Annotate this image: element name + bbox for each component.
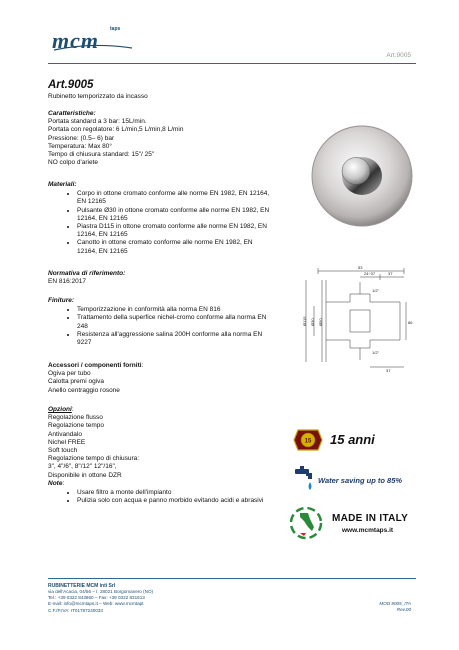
note-heading: Note [48,479,63,487]
product-photo [310,122,418,230]
footer-info-line: via dell'Acacia, 04/56 – I. 28021 Borgomanero (NO) [48,589,154,594]
normativa-line: EN 816:2017 [48,278,86,286]
accessori-heading: Accessori / componenti forniti [48,362,142,369]
footer-info-line: C.F./P.IVA: IT01787240033 [48,607,103,613]
opzioni-heading: Opzioni [48,406,72,413]
water-tap-icon [292,465,318,495]
accessori-line: Ogiva per tubo [48,370,91,378]
materiali-list [48,190,273,256]
normativa-section [48,270,273,286]
materiali-item: • Corpo in ottone cromato conforme alle norme EN 1982, EN 12164, EN 12165 [77,190,273,206]
footer-info-line: Tel.: +39 0322 843660 – Fax: +39 0322 831613 [48,595,145,601]
caratteristiche-line: Pressione: (0.5– 6) bar [48,134,115,142]
logo-swoosh-icon [52,26,142,54]
dim-bottom-label: 37 [386,368,391,373]
company-logo [52,26,142,54]
opzioni-line: Regolazione tempo di chiusura: [48,455,140,463]
caratteristiche-line: NO colpo d'ariete [48,159,99,167]
note-item: • Pulizia solo con acqua e panno morbido evitando acidi e abrasivi [77,497,273,505]
accessori-line: Calotta premi ogiva [48,378,104,386]
accessori-section [48,362,273,395]
materiali-item: • Pulsante Ø30 in ottone cromato conforme alle norme EN 1982, EN 12164, EN 12165 [77,207,273,223]
caratteristiche-line: Portata standard a 3 bar: 15L/min. [48,118,147,126]
footer-contact-info [48,589,153,614]
dim-h-label: 86 [408,320,413,325]
finiture-heading: Finiture: [48,297,74,304]
dim-b-label: 37 [388,271,393,276]
dim-d2-label: Ø30 [310,318,315,326]
finiture-section [48,297,273,347]
caratteristiche-section [48,110,273,167]
materiali-section [48,181,273,256]
materiali-item: • Canotto in ottone cromato conforme alle norme EN 1982, EN 12164, EN 12165 [77,239,273,255]
opzioni-line: Soft touch [48,447,78,455]
caratteristiche-line: Portata con regolatore: 6 L/min,5 L/min,8 L/min [48,126,184,134]
footer-company-name: RUBINETTERIE MCM inti Srl [48,583,116,589]
finiture-item: • Temporizzazione in conformità alla norma EN 816 [77,306,273,314]
materiali-item: • Piastra D115 in ottone cromato conforme alle norme EN 1982, EN 12164, EN 12165 [77,223,273,239]
opzioni-line: Regolazione flusso [48,414,103,422]
technical-drawing [300,262,415,377]
opzioni-line: 3", 4"/6", 8"/12" 12"/16", [48,463,117,471]
footer-doc-rev: Rev.00 [396,607,411,613]
opzioni-heading-colon: : [71,406,74,413]
opzioni-line: Disponibile in ottone DZR [48,471,122,479]
accessori-heading-colon: : [141,362,144,369]
dim-d3-label: Ø50 [318,318,323,326]
materiali-heading: Materiali: [48,181,77,188]
finiture-item: • Trattamento della superfice nichel-cromo conforme alla norma EN 248 [77,314,273,330]
finiture-list [48,306,273,347]
caratteristiche-line: Tempo di chiusura standard: 15"/ 25" [48,151,155,159]
dim-a-label: 24÷37 [364,271,376,276]
page-title: Art.9005 [48,79,94,91]
opzioni-line: Antivandalo [48,430,82,438]
opzioni-line: Regolazione tempo [48,422,105,430]
caratteristiche-heading: Caratteristiche: [48,110,96,117]
dim-thread2-label: 1/2" [372,350,379,355]
footer-doc-code: MOD 9005_ITA [379,601,411,606]
footer-document-ref [379,601,411,613]
accessori-line: Anello centraggio rosone [48,386,120,394]
website-url[interactable]: www.mcmtaps.it [342,527,394,534]
note-item: • Usare filtro a monte dell'impianto [77,489,273,497]
note-list [48,489,273,505]
water-saving-text: Water saving up to 85% [318,476,403,485]
made-in-italy-text: MADE IN ITALY [332,513,409,524]
dim-thread1-label: 1/2" [372,288,379,293]
header-article-code: Art.9005 [386,52,411,59]
logo-text: mcm [52,28,99,53]
svg-text:15: 15 [304,438,312,445]
finiture-item: • Resistenza all'aggressione salina 200H conforme alla norma EN 9227 [77,331,273,347]
note-heading-colon: : [62,479,65,487]
warranty-badge-icon [292,427,324,453]
page-subtitle: Rubinetto temporizzato da incasso [48,93,148,100]
footer-divider [48,578,416,579]
normativa-heading: Normativa di riferimento: [48,270,126,277]
opzioni-section [48,406,273,505]
opzioni-line: Nichel FREE [48,438,86,446]
header-divider [48,63,416,64]
logo-sub-text: taps [110,26,121,32]
dim-top-label: 53 [358,265,363,270]
caratteristiche-line: Temperatura: Max 80° [48,142,113,150]
warranty-text: 15 anni [330,432,375,447]
italy-map-icon [286,505,326,541]
dim-d1-label: Ø115 [302,316,307,326]
footer-info-line: E-mail: info@mcmtaps.it – Web: www.mcmtapt [48,601,144,607]
